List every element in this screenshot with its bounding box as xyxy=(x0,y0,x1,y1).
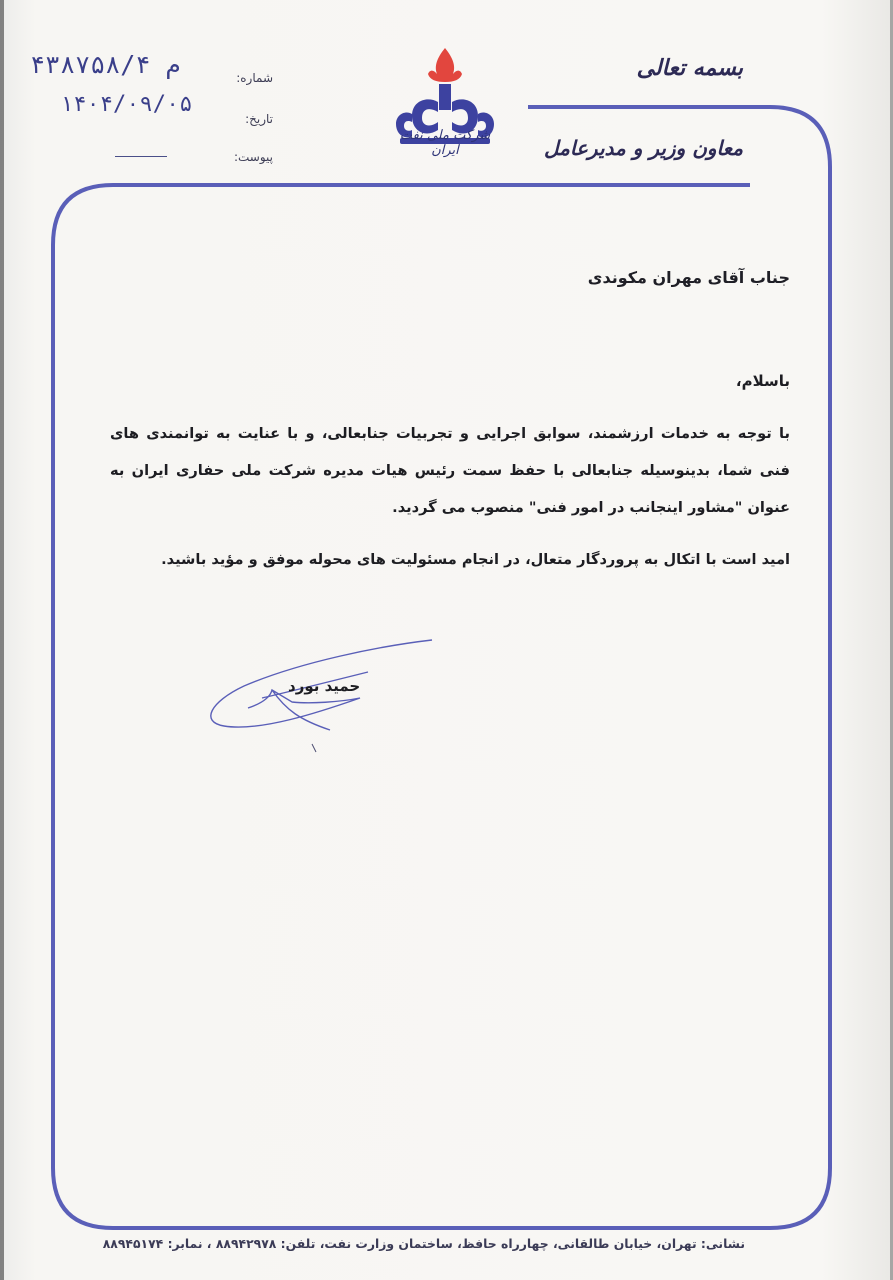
footer-address: نشانی: تهران، خیابان طالقانی، چهارراه حافظ، ساختمان وزارت نفت، تلفن: ۸۸۹۴۲۹۷۸ ، نمابر: ۸۸۹۴۵۱۷۴ xyxy=(102,1236,745,1251)
logo-caption: شرکت ملی نفت ایران xyxy=(399,128,491,158)
letter-date-value: ۱۴۰۴/۰۹/۰۵ xyxy=(60,92,193,117)
number-label: شماره: xyxy=(236,71,273,85)
body-paragraph-2: امید است با اتکال به پروردگار متعال، در انجام مسئولیت های محوله موفق و مؤید باشید. xyxy=(161,551,790,568)
greeting: باسلام، xyxy=(735,372,790,390)
attachment-blank-line xyxy=(115,156,167,157)
attachment-label: پیوست: xyxy=(233,150,273,164)
handwritten-signature xyxy=(200,632,445,762)
date-label: تاریخ: xyxy=(245,112,273,126)
signatory-name: حمید بورد xyxy=(288,677,361,695)
basmala-heading: بسمه تعالی xyxy=(636,55,743,81)
body-paragraph-1: با توجه به خدمات ارزشمند، سوابق اجرایی و تجربیات جنابعالی، و با عنایت به توانمندی های فنی شما، بدینوسیله جنابعالی با حفظ سمت رئیس هیات مدیره شرکت ملی حفاری ایران به عنوان "مشاور اینجانب در امور فنی" منصوب می گردید. xyxy=(110,425,790,516)
letter-number-value: ۴۳۸۷۵۸/م ۴ xyxy=(30,50,181,79)
deputy-title: معاون وزیر و مدیرعامل xyxy=(544,136,743,160)
recipient-line: جناب آقای مهران مکوندی xyxy=(587,268,790,287)
